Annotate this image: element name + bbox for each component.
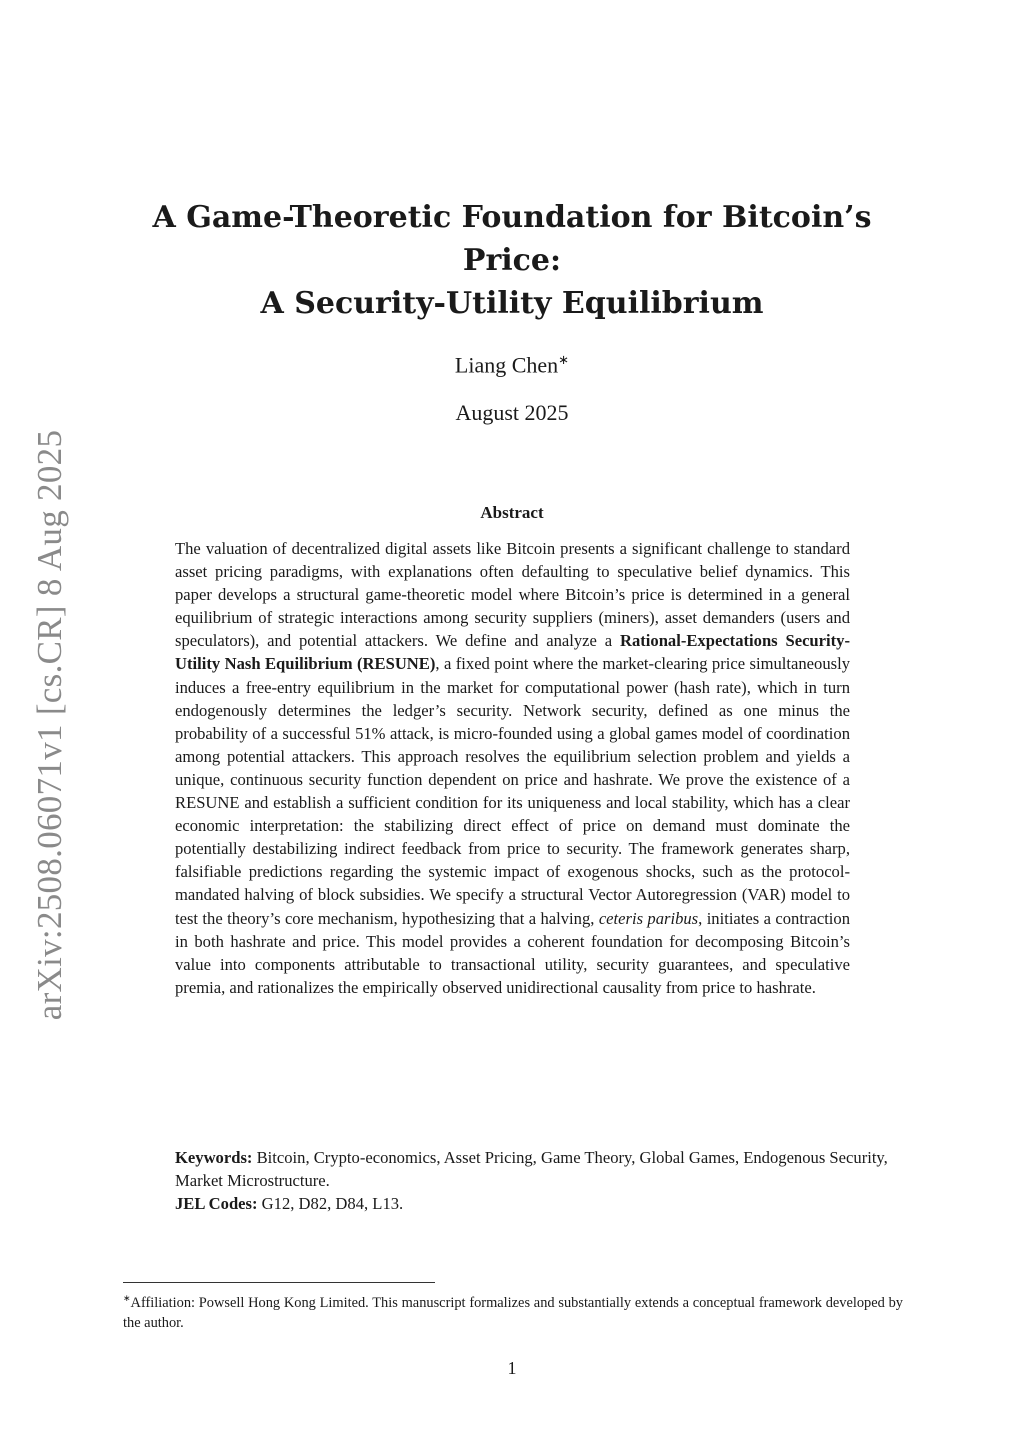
keywords-text: Bitcoin, Crypto-economics, Asset Pricing, Game Theory, Global Games, Endogenous Security, Market Microstructure. xyxy=(175,1148,888,1191)
abstract-text-part-1: The valuation of decentralized digital assets like Bitcoin presents a significant challenge to standard asset pricing paradigms, with explanations often defaulting to speculative belief dynamics. This paper develops a structural game-theoretic model where Bitcoin’s price is determined in a general equilibrium of strategic interactions among security suppliers (miners), asset demanders (users and speculators), and potential attackers. We define and analyze a xyxy=(175,539,850,651)
jel-codes-line xyxy=(175,1192,895,1215)
title-line-1: A Game-Theoretic Foundation for Bitcoin’s xyxy=(152,200,872,235)
keywords-block xyxy=(175,1146,895,1215)
title-line-3: A Security-Utility Equilibrium xyxy=(260,286,764,321)
jel-codes-text: G12, D82, D84, L13. xyxy=(257,1194,404,1214)
publication-date: August 2025 xyxy=(455,400,569,425)
author-name: Liang Chen xyxy=(454,352,559,378)
author-footnote-mark: ∗ xyxy=(558,352,570,367)
paper-title xyxy=(100,196,924,325)
page-number: 1 xyxy=(507,1358,517,1378)
abstract-italic-term: ceteris paribus xyxy=(598,908,699,928)
footnote-rule xyxy=(123,1282,435,1283)
arxiv-identifier-stamp: arXiv:2508.06071v1 [cs.CR] 8 Aug 2025 xyxy=(30,429,69,1021)
abstract-body xyxy=(175,537,850,999)
footnote-mark: ∗ xyxy=(123,1293,131,1303)
abstract-text-part-2: , a fixed point where the market-clearing price simultaneously induces a free-entry equilibrium in the market for computational power (hash rate), which in turn endogenously determines the ledger’s security. Network security, defined as one minus the probability of a successful 51% attack, is micro-founded using a global games model of coordination among potential attackers. This approach resolves the equilibrium selection problem and yields a unique, continuous security function dependent on price and hashrate. We prove the existence of a RESUNE and establish a sufficient condition for its uniqueness and local stability, which has a clear economic interpretation: the stabilizing direct effect of price on demand must dominate the potentially destabilizing indirect feedback from price to security. The framework generates sharp, falsifiable predictions regarding the systemic impact of exogenous shocks, such as the protocol-mandated halving of block subsidies. We specify a structural Vector Autoregression (VAR) model to test the theory’s core mechanism, hypothesizing that a halving, xyxy=(175,654,850,928)
keywords-label: Keywords: xyxy=(175,1148,253,1167)
abstract-text-part-3: , initiates a contraction in both hashrate and price. This model provides a coherent foundation for decomposing Bitcoin’s value into components attributable to transactional utility, security guarantees, and speculative premia, and rationalizes the empirically observed unidirectional causality from price to hashrate. xyxy=(175,908,851,997)
abstract-heading: Abstract xyxy=(480,503,544,522)
footnote xyxy=(123,1288,903,1334)
jel-codes-label: JEL Codes: xyxy=(175,1194,258,1214)
keywords-line xyxy=(175,1146,895,1192)
footnote-text: Affiliation: Powsell Hong Kong Limited. This manuscript formalizes and substantially extends a conceptual framework developed by the author. xyxy=(123,1294,903,1332)
title-line-2: Price: xyxy=(462,243,562,278)
author xyxy=(0,352,1024,378)
abstract-bold-term: Rational-Expectations Security-Utility Nash Equilibrium (RESUNE) xyxy=(175,631,850,674)
